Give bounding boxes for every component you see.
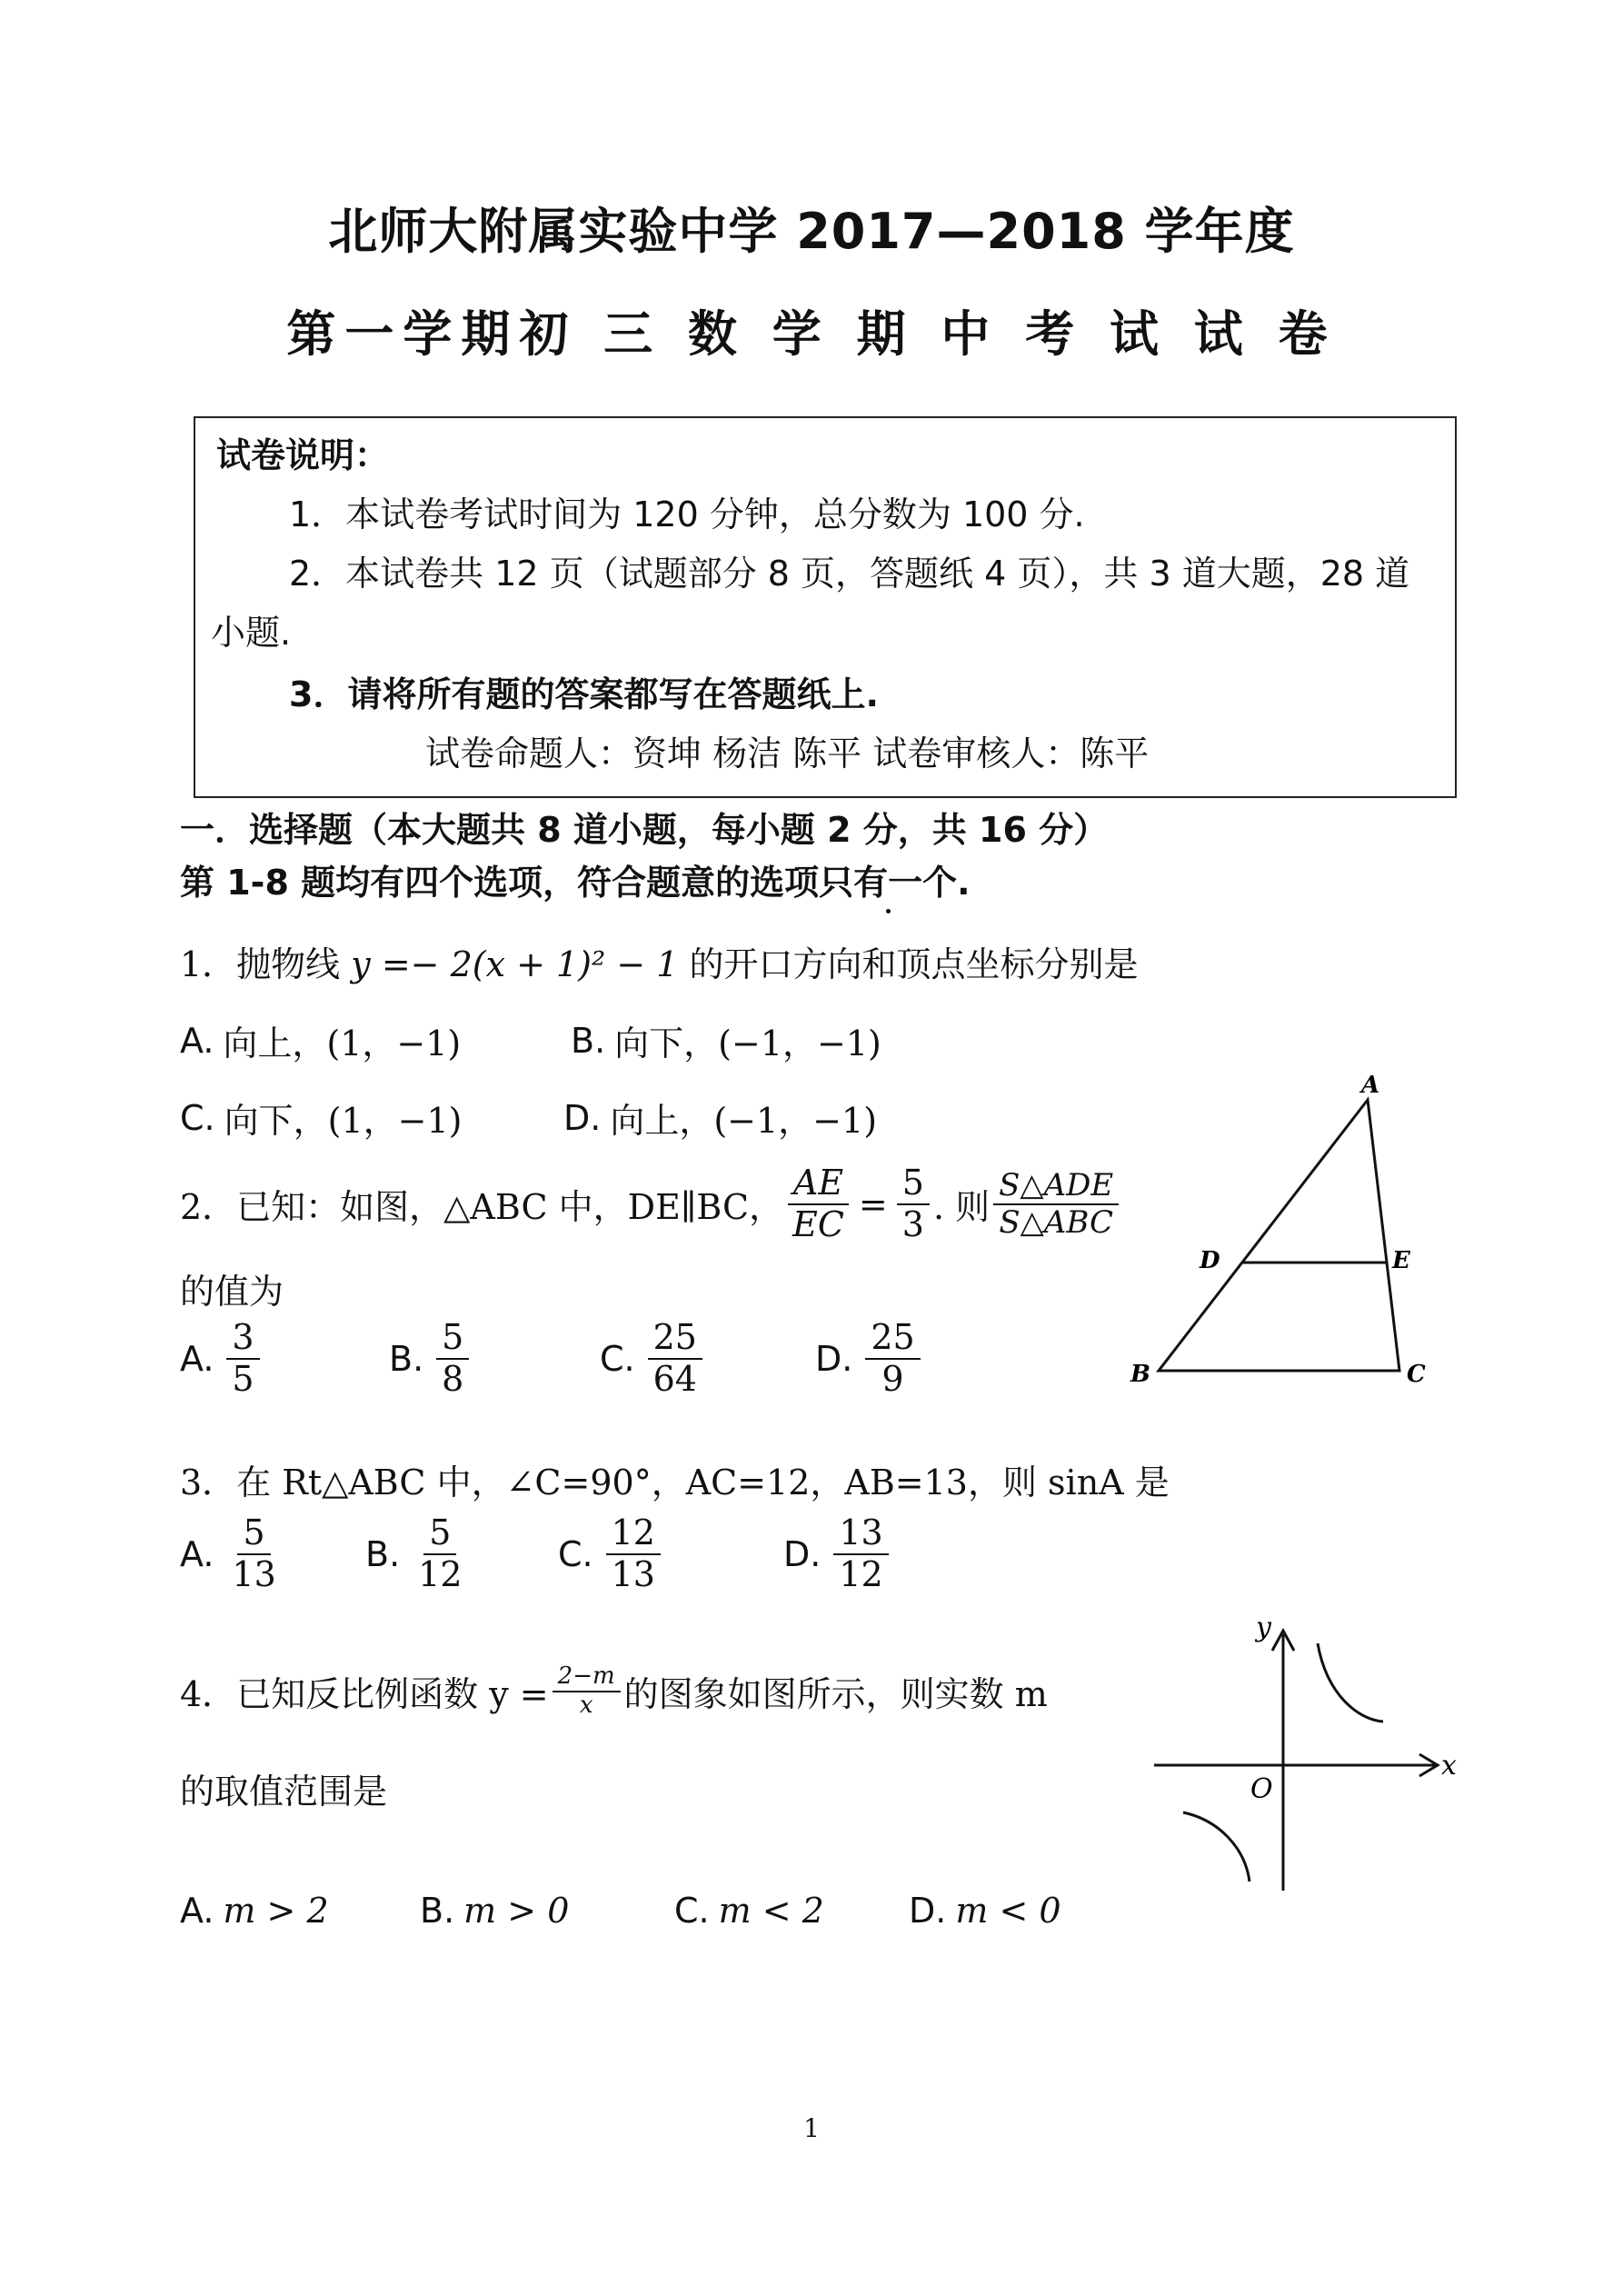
- q2-ratio-fraction: [787, 1163, 850, 1244]
- q2-option-c-num: 25: [648, 1318, 702, 1360]
- q3-option-b-den: 12: [418, 1553, 463, 1594]
- q2-equals: =: [858, 1183, 888, 1224]
- q1-option-a-text: 向上，(1，−1): [223, 1023, 462, 1063]
- instructions-item-1: 1．本试卷考试时间为 120 分钟，总分数为 100 分.: [289, 494, 1085, 534]
- q1-formula: y =− 2(x + 1)² − 1: [351, 944, 679, 984]
- q3-option-b-label: B.: [365, 1533, 401, 1574]
- q1-option-c-label: C.: [180, 1097, 215, 1138]
- instructions-heading: 试卷说明：: [216, 435, 390, 475]
- vertex-label-d: D: [1200, 1247, 1220, 1274]
- q4-option-b-text: m > 0: [463, 1891, 570, 1931]
- hyperbola-figure: [1145, 1609, 1463, 1900]
- q2-option-d: [815, 1318, 924, 1399]
- q2-value-den: 3: [901, 1203, 924, 1244]
- q2-option-a-num: 3: [226, 1318, 259, 1360]
- hyperbola-branch-q3: [1183, 1812, 1250, 1882]
- y-axis-label: y: [1256, 1612, 1271, 1643]
- q2-prefix: 2．已知：如图，△ABC 中，DE∥BC，: [180, 1187, 784, 1228]
- q1-suffix: 的开口方向和顶点坐标分别是: [678, 944, 1139, 984]
- q2-option-d-den: 9: [881, 1358, 904, 1399]
- q3-option-b-num: 5: [423, 1513, 456, 1555]
- q3-option-d-label: D.: [783, 1533, 821, 1574]
- q3-option-b: [365, 1513, 472, 1594]
- q4-stem-line2: 的取值范围是: [180, 1772, 388, 1812]
- q4-option-a-text: m > 2: [223, 1891, 329, 1931]
- q2-option-a: [180, 1318, 264, 1399]
- section-heading: 一．选择题（本大题共 8 道小题，每小题 2 分，共 16 分）: [180, 810, 1109, 850]
- q4-function-den: x: [579, 1691, 593, 1719]
- q4-option-c-text: m < 2: [718, 1891, 824, 1931]
- exam-title-line2: 第一学期初 三 数 学 期 中 考 试 试 卷: [286, 305, 1337, 363]
- q4-option-c-label: C.: [674, 1891, 710, 1931]
- q4-option-d: [909, 1891, 1061, 1931]
- q2-option-b: [389, 1318, 473, 1399]
- question-3-stem: 3．在 Rt△ABC 中，∠C=90°，AC=12，AB=13，则 sinA 是: [180, 1462, 1170, 1502]
- q2-option-d-num: 25: [865, 1318, 920, 1360]
- q1-prefix: 1．抛物线: [180, 944, 352, 984]
- q2-option-c-den: 64: [652, 1358, 697, 1399]
- q2-value-fraction: [897, 1163, 930, 1244]
- q2-option-a-den: 5: [232, 1358, 254, 1399]
- vertex-label-b: B: [1130, 1361, 1150, 1388]
- q2-option-d-label: D.: [815, 1338, 853, 1379]
- q4-option-a-label: A.: [180, 1891, 214, 1931]
- q3-option-c-label: C.: [558, 1533, 593, 1574]
- instructions-item-3: 3．请将所有题的答案都写在答题纸上.: [289, 674, 879, 714]
- q1-option-d: [563, 1093, 877, 1143]
- q4-option-b: [420, 1891, 569, 1931]
- q4-function-fraction: [553, 1663, 621, 1720]
- section-note-end: .: [957, 863, 971, 903]
- x-axis-label: x: [1441, 1750, 1457, 1782]
- q4-function-num: 2−m: [553, 1663, 621, 1692]
- triangle-abc: [1159, 1100, 1399, 1371]
- q2-ratio-den: EC: [792, 1203, 844, 1244]
- q1-option-b-label: B.: [571, 1020, 606, 1061]
- q2-area-den: S△ABC: [999, 1203, 1113, 1241]
- q1-option-c: [180, 1093, 462, 1143]
- q1-option-c-text: 向下，(1，−1): [224, 1101, 463, 1141]
- question-4-stem: [180, 1663, 1048, 1720]
- q3-option-a-label: A.: [180, 1533, 214, 1574]
- q4-option-a: [180, 1891, 329, 1931]
- q1-option-b: [571, 1015, 881, 1065]
- page-number: 1: [803, 2113, 820, 2143]
- q2-area-num: S△ADE: [993, 1168, 1119, 1205]
- q4-option-d-label: D.: [909, 1891, 947, 1931]
- instructions-authors: 试卷命题人：资坤 杨洁 陈平 试卷审核人：陈平: [425, 734, 1150, 774]
- q2-option-a-label: A.: [180, 1338, 214, 1379]
- q1-option-a-label: A.: [180, 1020, 214, 1061]
- question-2-stem: [180, 1163, 1122, 1244]
- q1-option-a: [180, 1015, 461, 1065]
- q3-option-c-den: 13: [611, 1553, 655, 1594]
- q2-stem-line2: 的值为: [180, 1272, 284, 1312]
- origin-label: O: [1250, 1773, 1273, 1805]
- q2-area-fraction: [993, 1168, 1119, 1241]
- q2-option-b-den: 8: [442, 1358, 464, 1399]
- q1-option-d-text: 向上，(−1，−1): [610, 1101, 878, 1141]
- q4-option-b-label: B.: [420, 1891, 455, 1931]
- vertex-label-e: E: [1392, 1247, 1410, 1274]
- q3-option-c: [558, 1513, 664, 1594]
- q4-option-c: [674, 1891, 824, 1931]
- question-1-stem: [180, 936, 1139, 986]
- q1-option-d-label: D.: [563, 1097, 602, 1138]
- section-note: [180, 854, 971, 904]
- q3-option-d-num: 13: [833, 1513, 888, 1555]
- q3-option-a: [180, 1513, 285, 1594]
- q2-option-b-label: B.: [389, 1338, 424, 1379]
- triangle-figure: [1118, 1063, 1463, 1409]
- q2-option-c-label: C.: [600, 1338, 635, 1379]
- q3-option-d-den: 12: [839, 1553, 883, 1594]
- instructions-item-2: 2．本试卷共 12 页（试题部分 8 页，答题纸 4 页），共 3 道大题，28 道: [289, 554, 1410, 594]
- q3-option-c-num: 12: [606, 1513, 661, 1555]
- q4-option-d-text: m < 0: [955, 1891, 1061, 1931]
- vertex-label-c: C: [1407, 1361, 1426, 1388]
- q2-then: . 则: [932, 1187, 991, 1228]
- q4-suffix: 的图象如图所示，则实数 m: [623, 1674, 1048, 1715]
- q2-option-b-num: 5: [436, 1318, 469, 1360]
- vertex-label-a: A: [1361, 1072, 1380, 1099]
- exam-title-line1: 北师大附属实验中学 2017—2018 学年度: [328, 203, 1295, 260]
- section-note-text: 第 1-8 题均有四个选项，符合题意的选项: [180, 863, 820, 903]
- q1-option-b-text: 向下，(−1，−1): [614, 1023, 881, 1063]
- q2-value-num: 5: [897, 1163, 930, 1205]
- q3-option-d: [783, 1513, 892, 1594]
- section-note-emphasis: 只有一个: [819, 863, 958, 903]
- hyperbola-branch-q1: [1318, 1643, 1383, 1722]
- q3-option-a-num: 5: [237, 1513, 270, 1555]
- q3-option-a-den: 13: [232, 1553, 276, 1594]
- q4-prefix: 4．已知反比例函数 y =: [180, 1674, 549, 1715]
- q2-ratio-num: AE: [788, 1163, 849, 1205]
- instructions-item-2-cont: 小题.: [211, 613, 292, 653]
- q2-option-c: [600, 1318, 706, 1399]
